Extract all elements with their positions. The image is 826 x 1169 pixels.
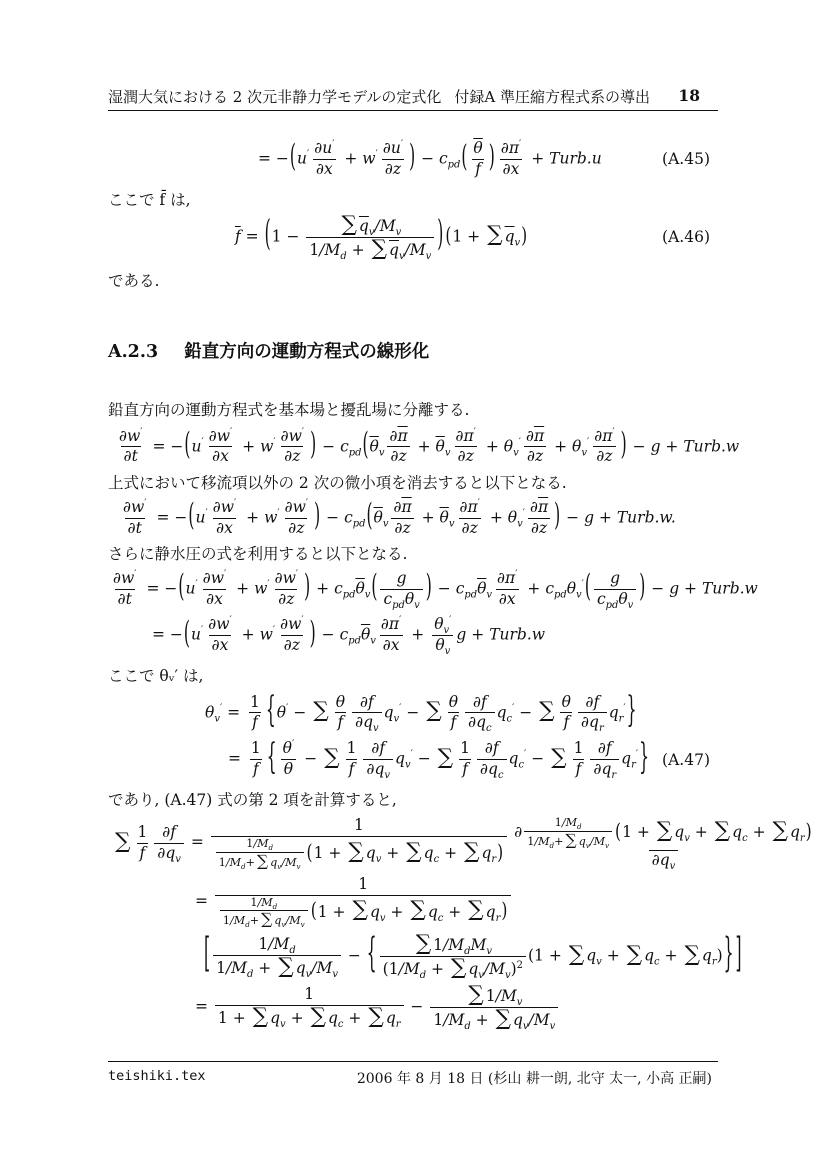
equation-a46	[108, 212, 826, 262]
section-number: A.2.3	[108, 342, 159, 363]
equation-number-a45: (A.45)	[662, 150, 710, 169]
equation-final-line2	[108, 876, 826, 928]
equation-final-line1	[108, 816, 826, 873]
equation-hydrostatic-line2	[108, 614, 826, 658]
equation-line: [ $\frac{1/M_d}{1/M_d + \sum q_v/M_v}$ − { ∑ $1/M_dM_v$ ($1/M_d$ + ∑ $q_v/M_v)^2$ (1 + ∑ $q_v$ + ∑ $q_c$ + ∑ $q_r$)} ]	[204, 929, 742, 982]
equation-line: ∑ $\frac{1}{f}$ $\frac{\partial f}{\partial q_v}$ = 1 $\frac{1/M_d}{1/M_d+ \sum q_v/M_v}$ (1 + ∑ $q_v$ + ∑ $q_c$ + ∑ $q_r$) ∂ $\frac{1/M_d}{1/M_d+ \sum q_v/M_v}$ (1 + ∑ $q_v$ + ∑ $q_c$ + ∑ $q_r$) $\partial q_v$	[115, 816, 812, 873]
paragraph-deari: であり, (A.47) 式の第 2 項を計算すると,	[108, 790, 397, 809]
equation-line: $\frac{\partial w'}{\partial t}$ = −(u′ $\frac{\partial w'}{\partial x}$ + w′ $\frac{\partial w'}{\partial z}$ ) − $c_{pd}(\overline{\theta}_v$ $\frac{\partial\overline{\pi}}{\partial z}$ + $\overline{\theta}_v$ $\frac{\partial\pi'}{\partial z}$ + $\theta_v'$ $\frac{\partial\overline{\pi}}{\partial z}$ + $\theta_v'$ $\frac{\partial\pi'}{\partial z}$ ) − g + Turb.w	[119, 426, 740, 466]
equation-final-line4	[108, 981, 826, 1032]
paragraph-koko-f: ここで f̄ は,	[108, 190, 191, 209]
equation-line: = 1 $\frac{1/M_d}{1/M_d+ \sum q_v/M_v}$ (1 + ∑ $q_v$ + ∑ $q_c$ + ∑ $q_r$)	[195, 876, 513, 928]
paragraph-separate: 鉛直方向の運動方程式を基本場と擾乱場に分離する.	[108, 401, 470, 420]
equation-number-a46: (A.46)	[662, 228, 710, 247]
equation-line: $\overline{f} = (1$ − $\frac{\sum \overline{q}_v/M_v}{1/M_d + \sum \overline{q}_v/M_v}$ ) (1 + ∑ $\overline{q}_v$)	[235, 212, 528, 262]
section-title: 鉛直方向の運動方程式の線形化	[184, 342, 430, 363]
equation-w-reduced	[108, 499, 826, 538]
header-page-number: 18	[678, 86, 700, 105]
equation-w-full	[108, 428, 826, 467]
footer-date-authors: 2006 年 8 月 18 日 (杉山 耕一朗, 北守 太一, 小高 正嗣)	[356, 1071, 712, 1087]
equation-line: = $\frac{1}{1 + \sum q_v + \sum q_c + \sum q_r}$ − $\frac{\sum 1/M_v}{1/M_d + \sum q_v/M_v}$	[195, 985, 560, 1030]
section-heading	[108, 338, 826, 363]
footer-filename: teishiki.tex	[108, 1068, 206, 1084]
equation-hydrostatic-line1	[108, 570, 826, 609]
equation-final-line3	[108, 929, 826, 982]
footer-rule	[108, 1061, 718, 1062]
equation-a47-line1	[108, 688, 826, 735]
header-left-title: 湿潤大気における 2 次元非静力学モデルの定式化	[108, 88, 442, 106]
equation-a47-line2	[108, 735, 826, 782]
equation-line: $\frac{\partial w'}{\partial t}$ = −(u′ $\frac{\partial w'}{\partial x}$ + w′ $\frac{\partial w'}{\partial z}$ ) − $c_{pd}(\overline{\theta}_v$ $\frac{\partial\overline{\pi}}{\partial z}$ + $\overline{\theta}_v$ $\frac{\partial\pi'}{\partial z}$ + $\theta_v'$ $\frac{\partial\overline{\pi}}{\partial z}$ ) − g + Turb.w.	[123, 497, 676, 537]
paragraph-sarani: さらに静水圧の式を利用すると以下となる.	[108, 545, 408, 564]
header-right-title: 付録A 準圧縮方程式系の導出	[454, 88, 650, 106]
paragraph-koko-theta: ここで θᵥ′ は,	[108, 667, 204, 686]
equation-line: $\theta_v'$ = $\frac{1}{f}$ {θ′ − ∑ $\frac{\theta}{f}$ $\frac{\partial f}{\partial q_v}$ $q_v'$ − ∑ $\frac{\theta}{f}$ $\frac{\partial f}{\partial q_c}$ $q_c'$ − ∑ $\frac{\theta}{f}$ $\frac{\partial f}{\partial q_r}$ $q_r'$}	[205, 688, 637, 735]
paragraph-dearu: である.	[108, 271, 160, 290]
equation-line: = −(u′ $\frac{\partial u'}{\partial x}$ + w′ $\frac{\partial u'}{\partial z}$ ) − $c_{pd}$( $\frac{\overline{\theta}}{f}$ ) $\frac{\partial\pi'}{\partial x}$ + Turb.u	[258, 138, 602, 178]
equation-number-a47: (A.47)	[662, 750, 710, 769]
equation-a45	[108, 140, 826, 179]
paragraph-joshiki: 上式において移流項以外の 2 次の微小項を消去すると以下となる.	[108, 474, 567, 493]
equation-line: $\frac{\partial w'}{\partial t}$ = −(u′ $\frac{\partial w'}{\partial x}$ + w′ $\frac{\partial w'}{\partial z}$ ) + $c_{pd}\overline{\theta}_v$( g $c_{pd}\overline{\theta}_v$ ) − $c_{pd}\overline{\theta}_v$ $\frac{\partial\pi'}{\partial x}$ + $c_{pd}\theta_v'$( g $c_{pd}\overline{\theta}_v$ ) − g + Turb.w	[113, 568, 758, 611]
equation-line: = −(u′ $\frac{\partial w'}{\partial x}$ + w′ $\frac{\partial w'}{\partial z}$ ) − $c_{pd}\overline{\theta}_v$ $\frac{\partial\pi'}{\partial x}$ + $\frac{\theta_v'}{\overline{\theta}_v}$ g + Turb.w	[152, 614, 546, 658]
equation-line: = $\frac{1}{f}$ { $\frac{\theta'}{\theta}$ − ∑ $\frac{1}{f}$ $\frac{\partial f}{\partial q_v}$ $q_v'$ − ∑ $\frac{1}{f}$ $\frac{\partial f}{\partial q_c}$ $q_c'$ − ∑ $\frac{1}{f}$ $\frac{\partial f}{\partial q_r}$ $q_r'$}	[228, 735, 649, 782]
